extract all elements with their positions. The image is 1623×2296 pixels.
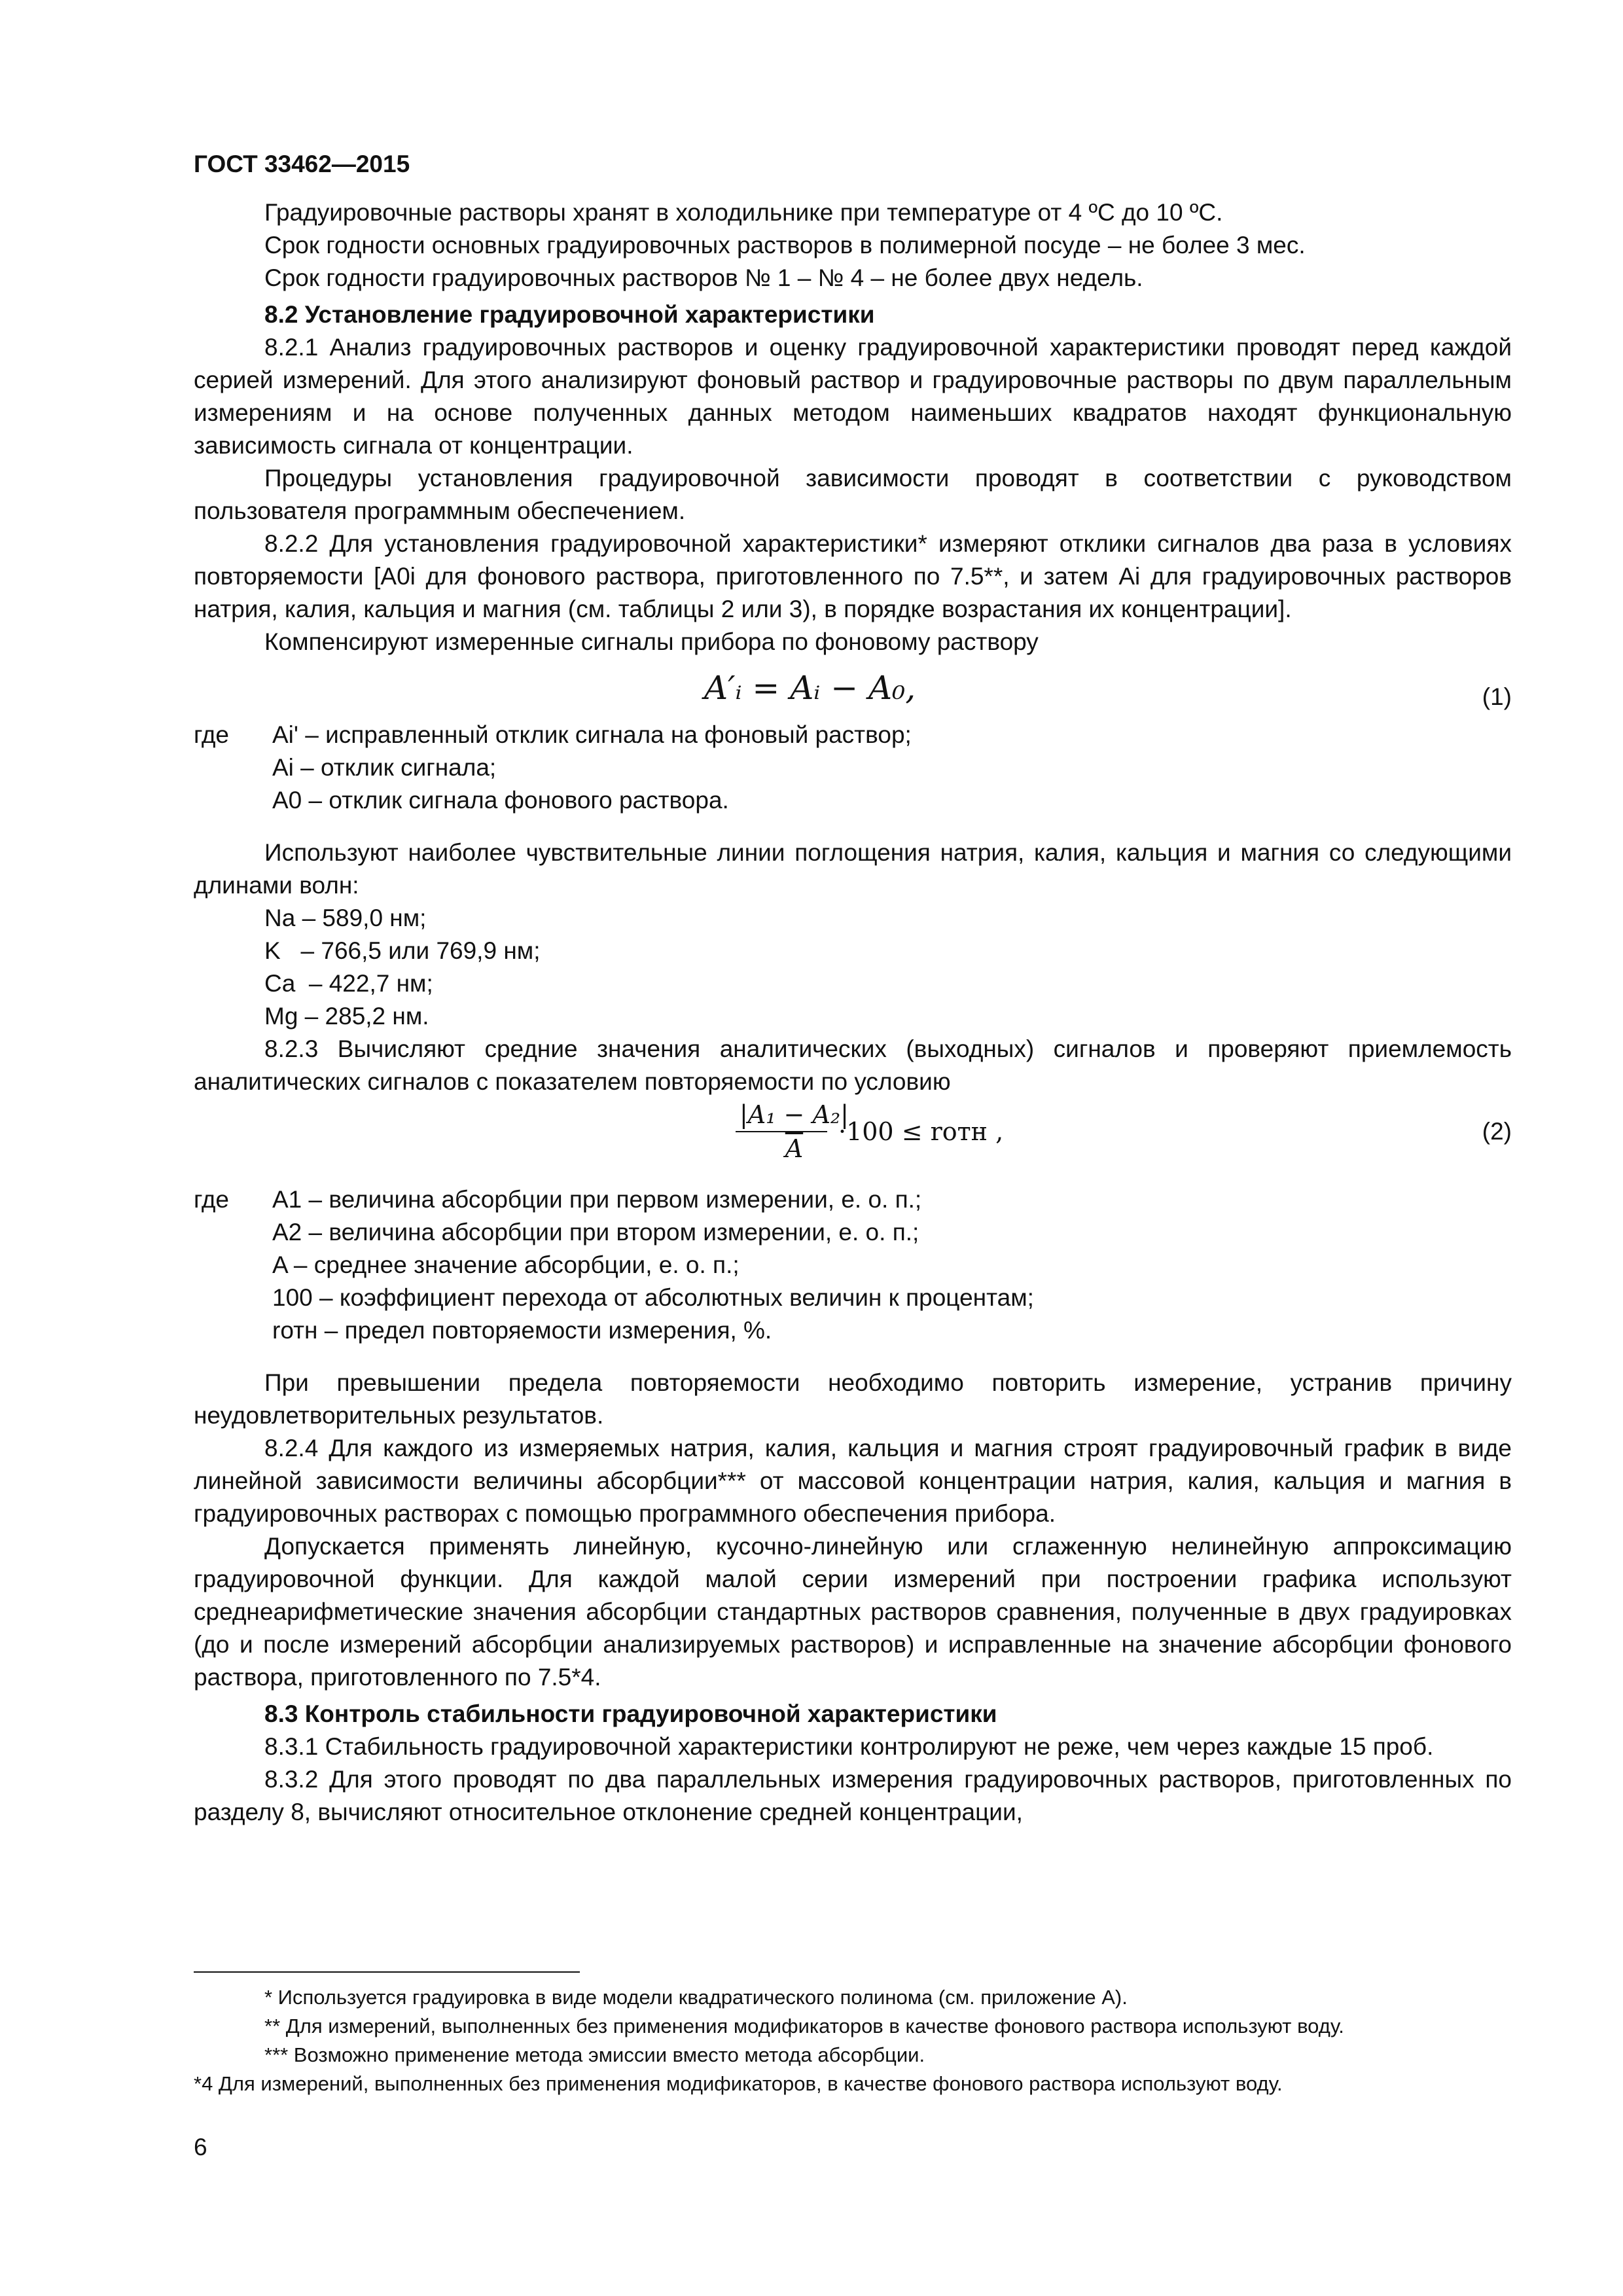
section-heading: 8.2 Установление градуировочной характеристики bbox=[264, 301, 875, 328]
formula-1-number: (1) bbox=[1482, 683, 1512, 710]
intro-line: Срок годности основных градуировочных растворов в полимерной посуде – не более 3 мес. bbox=[264, 232, 1306, 259]
formula-1 bbox=[194, 669, 1512, 719]
paragraph: 8.2.2 Для установления градуировочной характеристики* измеряют отклики сигналов два раза в условиях повторяемости [A0i для фонового раствора, приготовленного по 7.5**, и затем Ai для градуировочных растворов натрия, калия, кальция и магния (см. таблицы 2 или 3), в порядке возрастания их концентрации]. bbox=[194, 530, 1512, 622]
where-item: A – среднее значение абсорбции, е. о. п.; bbox=[272, 1251, 740, 1278]
paragraph: 8.2.3 Вычисляют средние значения аналитических (выходных) сигналов и проверяют приемлемость аналитических сигналов с показателем повторяемости по условию bbox=[194, 1035, 1512, 1095]
where-item: A0 – отклик сигнала фонового раствора. bbox=[272, 787, 729, 814]
where-block-2 bbox=[194, 1183, 1512, 1347]
where-label: где bbox=[194, 721, 230, 748]
formula-2-numerator: |A₁ − A₂| bbox=[740, 1100, 849, 1129]
formula-2-rest: ·100 ≤ rотн , bbox=[838, 1117, 1004, 1146]
formula-2 bbox=[194, 1098, 1512, 1183]
wavelength-line: K – 766,5 или 769,9 нм; bbox=[264, 937, 541, 964]
footnote-separator bbox=[194, 1971, 580, 1973]
paragraph: 8.2.4 Для каждого из измеряемых натрия, калия, кальция и магния строят градуировочный график в виде линейной зависимости величины абсорбции*** от массовой концентрации натрия, калия, кальция и магния в градуировочных растворах с помощью программного обеспечения прибора. bbox=[194, 1435, 1512, 1527]
footnote: * Используется градуировка в виде модели квадратического полинома (см. приложение А). bbox=[264, 1986, 1128, 2009]
paragraph: 8.2.1 Анализ градуировочных растворов и оценку градуировочной характеристики проводят перед каждой серией измерений. Для этого анализируют фоновый раствор и градуировочные растворы по двум параллельным измерениям и на основе полученных данных методом наименьших квадратов находят функциональную зависимость сигнала от концентрации. bbox=[194, 334, 1512, 459]
where-item: 100 – коэффициент перехода от абсолютных величин к процентам; bbox=[272, 1284, 1034, 1311]
page-number: 6 bbox=[194, 2134, 207, 2161]
footnotes bbox=[194, 1983, 1512, 2098]
formula-2-denominator: A bbox=[785, 1134, 804, 1163]
wavelength-line: Na – 589,0 нм; bbox=[264, 905, 427, 931]
footnote: *4 Для измерений, выполненных без применения модификаторов, в качестве фонового раствора используют воду. bbox=[194, 2072, 1283, 2095]
where-item: Ai' – исправленный отклик сигнала на фоновый раствор; bbox=[272, 721, 912, 748]
where-block-1 bbox=[194, 719, 1512, 817]
paragraph: 8.3.2 Для этого проводят по два параллельных измерения градуировочных растворов, приготовленных по разделу 8, вычисляют относительное отклонение средней концентрации, bbox=[194, 1766, 1512, 1825]
where-item: Ai – отклик сигнала; bbox=[272, 754, 497, 781]
where-item: A2 – величина абсорбции при втором измерении, е. о. п.; bbox=[272, 1219, 919, 1246]
document-body bbox=[194, 196, 1512, 1829]
formula-2-fraction bbox=[736, 1098, 853, 1165]
section-heading: 8.3 Контроль стабильности градуировочной характеристики bbox=[264, 1700, 997, 1727]
intro-line: Срок годности градуировочных растворов № 1 – № 4 – не более двух недель. bbox=[264, 264, 1143, 291]
paragraph: Используют наиболее чувствительные линии поглощения натрия, калия, кальция и магния со следующими длинами волн: bbox=[194, 839, 1512, 899]
document-header: ГОСТ 33462—2015 bbox=[194, 151, 410, 177]
footnote: ** Для измерений, выполненных без применения модификаторов в качестве фонового раствора используют воду. bbox=[264, 2015, 1344, 2037]
formula-1-expression: A′ᵢ = Aᵢ − A₀, bbox=[704, 669, 916, 707]
intro-line: Градуировочные растворы хранят в холодильнике при температуре от 4 ºС до 10 ºС. bbox=[264, 199, 1223, 226]
wavelength-line: Ca – 422,7 нм; bbox=[264, 970, 433, 997]
paragraph: При превышении предела повторяемости необходимо повторить измерение, устранив причину неудовлетворительных результатов. bbox=[194, 1369, 1512, 1429]
paragraph: Допускается применять линейную, кусочно-линейную или сглаженную нелинейную аппроксимацию градуировочной функции. Для каждой малой серии измерений при построении графика используют среднеарифметические значения абсорбции стандартных растворов сравнения, полученные в двух градуировках (до и после измерений абсорбции анализируемых растворов) и исправленные на значение абсорбции фонового раствора, приготовленного по 7.5*4. bbox=[194, 1533, 1512, 1691]
paragraph: 8.3.1 Стабильность градуировочной характеристики контролируют не реже, чем через каждые 15 проб. bbox=[264, 1733, 1434, 1760]
where-label: где bbox=[194, 1186, 230, 1213]
paragraph: Компенсируют измеренные сигналы прибора по фоновому раствору bbox=[264, 628, 1039, 655]
where-item: rотн – предел повторяемости измерения, %. bbox=[272, 1317, 772, 1344]
footnote: *** Возможно применение метода эмиссии вместо метода абсорбции. bbox=[264, 2043, 925, 2066]
formula-2-number: (2) bbox=[1482, 1118, 1512, 1145]
paragraph: Процедуры установления градуировочной зависимости проводят в соответствии с руководством пользователя программным обеспечением. bbox=[194, 465, 1512, 524]
wavelength-line: Mg – 285,2 нм. bbox=[264, 1003, 429, 1030]
where-item: A1 – величина абсорбции при первом измерении, е. о. п.; bbox=[272, 1186, 922, 1213]
